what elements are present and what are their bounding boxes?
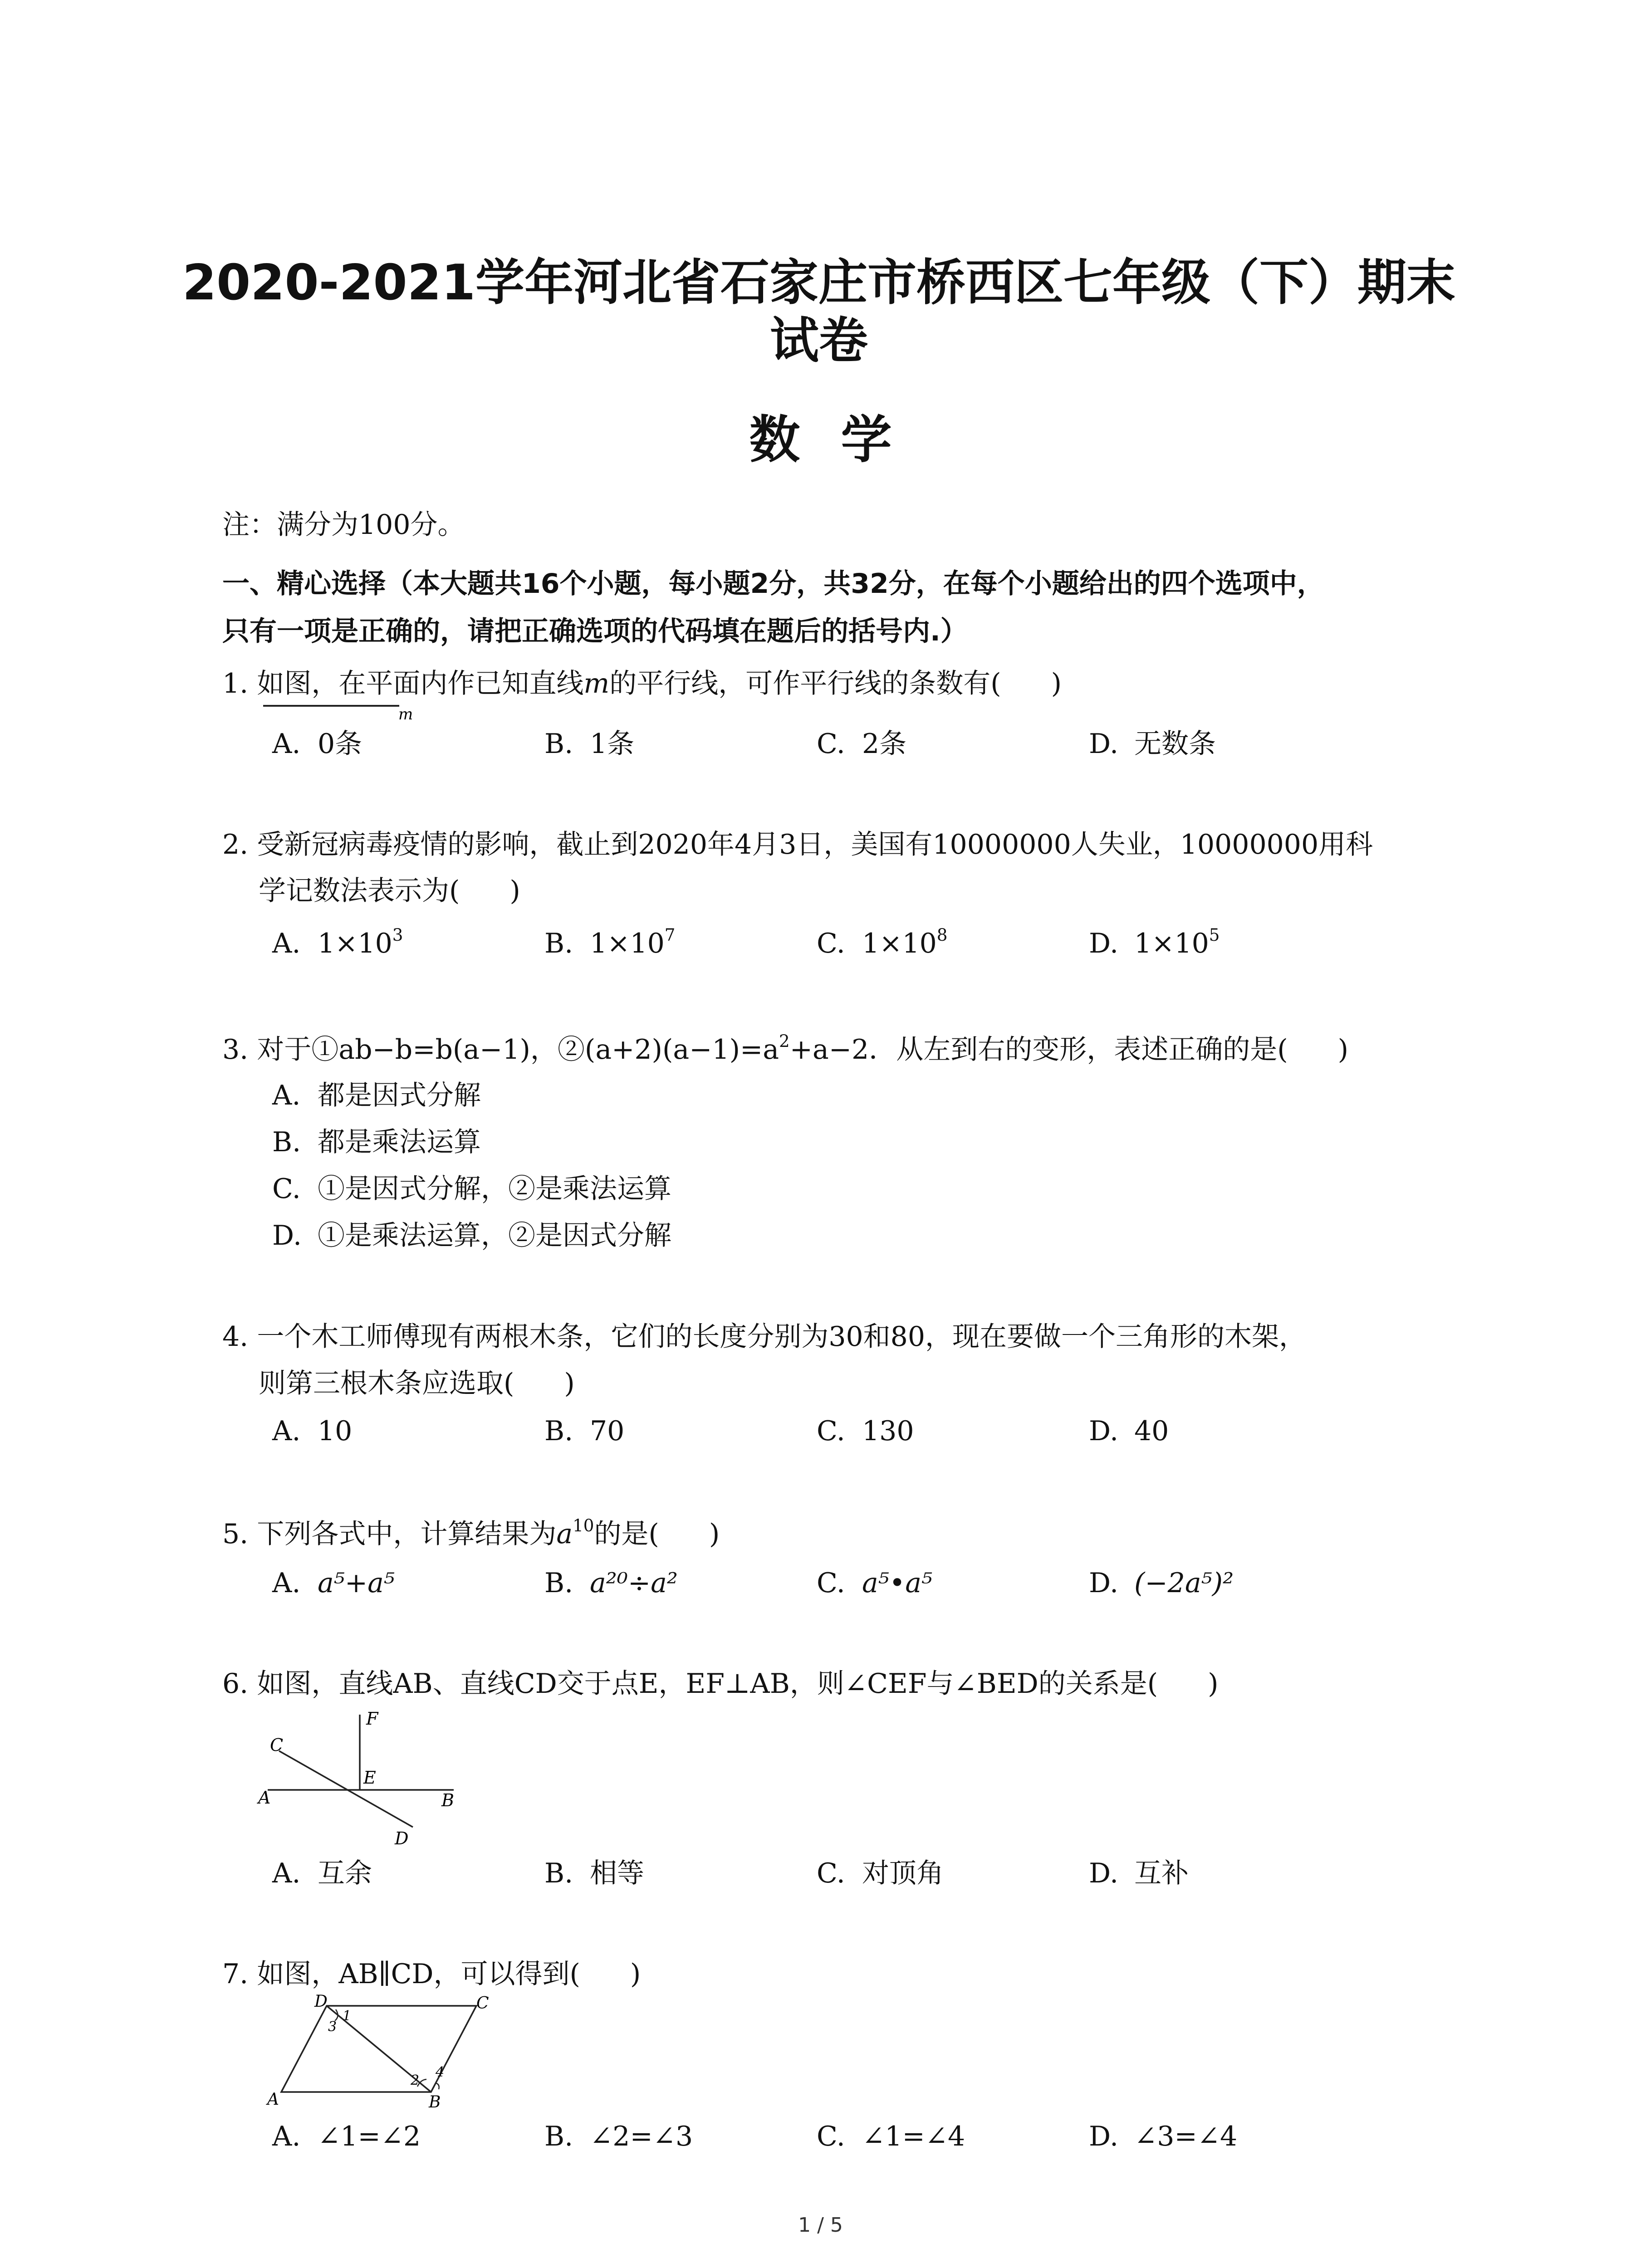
question-4-line2: 则第三根木条应选取( ) bbox=[259, 1368, 575, 1399]
q6-figure-intersecting-lines bbox=[256, 1706, 470, 1855]
question-4-line1: 4. 一个木工师傅现有两根木条，它们的长度分别为30和80，现在要做一个三角形的木架， bbox=[222, 1321, 1307, 1353]
option-c: C. 130 bbox=[817, 1415, 914, 1447]
q1-figure-line-m bbox=[263, 699, 413, 721]
svg-text:C: C bbox=[270, 1735, 284, 1755]
svg-text:F: F bbox=[366, 1709, 378, 1729]
q3-option-b: B. 都是乘法运算 bbox=[272, 1126, 481, 1158]
option-c: C. $1\times 10^8$ bbox=[817, 924, 948, 959]
question-6: 6. 如图，直线AB、直线CD交于点E，EF⊥AB，则∠CEF与∠BED的关系是( ) bbox=[222, 1668, 1219, 1700]
question-number: 3. bbox=[222, 1034, 249, 1066]
question-number: 2. bbox=[222, 829, 249, 860]
option-c: C. 2条 bbox=[817, 728, 907, 760]
svg-text:B: B bbox=[441, 1790, 454, 1810]
svg-text:1: 1 bbox=[343, 2008, 352, 2024]
option-b: B. a²⁰÷a² bbox=[544, 1567, 678, 1599]
svg-text:A: A bbox=[267, 2090, 279, 2109]
question-text: 的平行线，可作平行线的条数有( bbox=[609, 668, 1001, 699]
figure-label-m: m bbox=[398, 705, 413, 723]
option-d: D. 互补 bbox=[1089, 1857, 1189, 1889]
q3-option-a: A. 都是因式分解 bbox=[272, 1080, 481, 1111]
question-2-line1 bbox=[222, 821, 1373, 868]
question-number: 6. bbox=[222, 1668, 249, 1700]
option-b: B. $1\times 10^7$ bbox=[544, 924, 676, 959]
question-5: 5. 下列各式中，计算结果为$a^{10}$的是( ) bbox=[222, 1515, 720, 1550]
svg-text:B: B bbox=[429, 2093, 441, 2112]
option-c: C. 对顶角 bbox=[817, 1857, 944, 1889]
option-b: B. 相等 bbox=[544, 1857, 644, 1889]
svg-text:A: A bbox=[258, 1788, 271, 1808]
svg-text:E: E bbox=[363, 1768, 376, 1788]
option-b: B. ∠2=∠3 bbox=[544, 2121, 693, 2152]
option-c: C. a⁵•a⁵ bbox=[817, 1567, 933, 1599]
answer-paren-close: ) bbox=[1051, 668, 1062, 699]
q3-option-d: D. ①是乘法运算，②是因式分解 bbox=[272, 1220, 671, 1251]
q7-figure-parallelogram bbox=[261, 1992, 497, 2114]
option-d: D. (−2a⁵)² bbox=[1089, 1567, 1234, 1599]
section-heading-line1: 一、精心选择（本大题共16个小题，每小题2分，共32分，在每个小题给出的四个选项中， bbox=[222, 568, 1324, 600]
question-number: 5. bbox=[222, 1518, 249, 1550]
option-b: B. 1条 bbox=[544, 728, 635, 760]
option-d: D. 40 bbox=[1089, 1415, 1169, 1447]
option-b: B. 70 bbox=[544, 1415, 625, 1447]
variable-m: m bbox=[583, 668, 610, 699]
svg-text:D: D bbox=[314, 1992, 328, 2011]
svg-text:4: 4 bbox=[436, 2064, 445, 2080]
question-3: 3. 对于①ab−b=b(a−1)，$②(a+2)(a-1)=a^2+a-2$．从左到右的变形，表述正确的是( ) bbox=[222, 1031, 1349, 1066]
option-d: D. 无数条 bbox=[1089, 728, 1216, 760]
option-a: A. a⁵+a⁵ bbox=[272, 1567, 395, 1599]
question-2-line2: 学记数法表示为( ) bbox=[259, 875, 520, 907]
svg-text:2: 2 bbox=[411, 2072, 420, 2088]
option-a: A. 互余 bbox=[272, 1857, 372, 1889]
question-text: 受新冠病毒疫情的影响，截止到2020年4月3日，美国有10000000人失业，10000000用科 bbox=[257, 829, 1373, 860]
svg-text:C: C bbox=[476, 1994, 489, 2013]
question-number: 1. bbox=[222, 668, 249, 699]
question-7: 7. 如图，AB∥CD，可以得到( ) bbox=[222, 1958, 641, 1990]
svg-text:D: D bbox=[395, 1828, 409, 1848]
question-number: 7. bbox=[222, 1958, 249, 1990]
subject-heading: 数学 bbox=[749, 411, 933, 469]
page-title: 2020-2021学年河北省石家庄市桥西区七年级（下）期末试卷 bbox=[182, 254, 1455, 369]
option-a: A. 10 bbox=[272, 1415, 353, 1447]
page-number: 1 / 5 bbox=[798, 2214, 843, 2237]
q3-option-c: C. ①是因式分解，②是乘法运算 bbox=[272, 1173, 671, 1205]
option-a: A. ∠1=∠2 bbox=[272, 2121, 421, 2152]
question-number: 4. bbox=[222, 1321, 249, 1353]
score-note: 注：满分为100分。 bbox=[222, 509, 465, 541]
option-a: A. 0条 bbox=[272, 728, 362, 760]
question-text: 如图，在平面内作已知直线 bbox=[257, 668, 584, 699]
option-d: D. ∠3=∠4 bbox=[1089, 2121, 1238, 2152]
option-a: A. $1\times 10^3$ bbox=[272, 924, 403, 959]
option-d: D. $1\times 10^5$ bbox=[1089, 924, 1220, 959]
section-heading-line2: 只有一项是正确的，请把正确选项的代码填在题后的括号内.） bbox=[222, 616, 968, 647]
svg-text:3: 3 bbox=[328, 2019, 337, 2035]
option-c: C. ∠1=∠4 bbox=[817, 2121, 965, 2152]
